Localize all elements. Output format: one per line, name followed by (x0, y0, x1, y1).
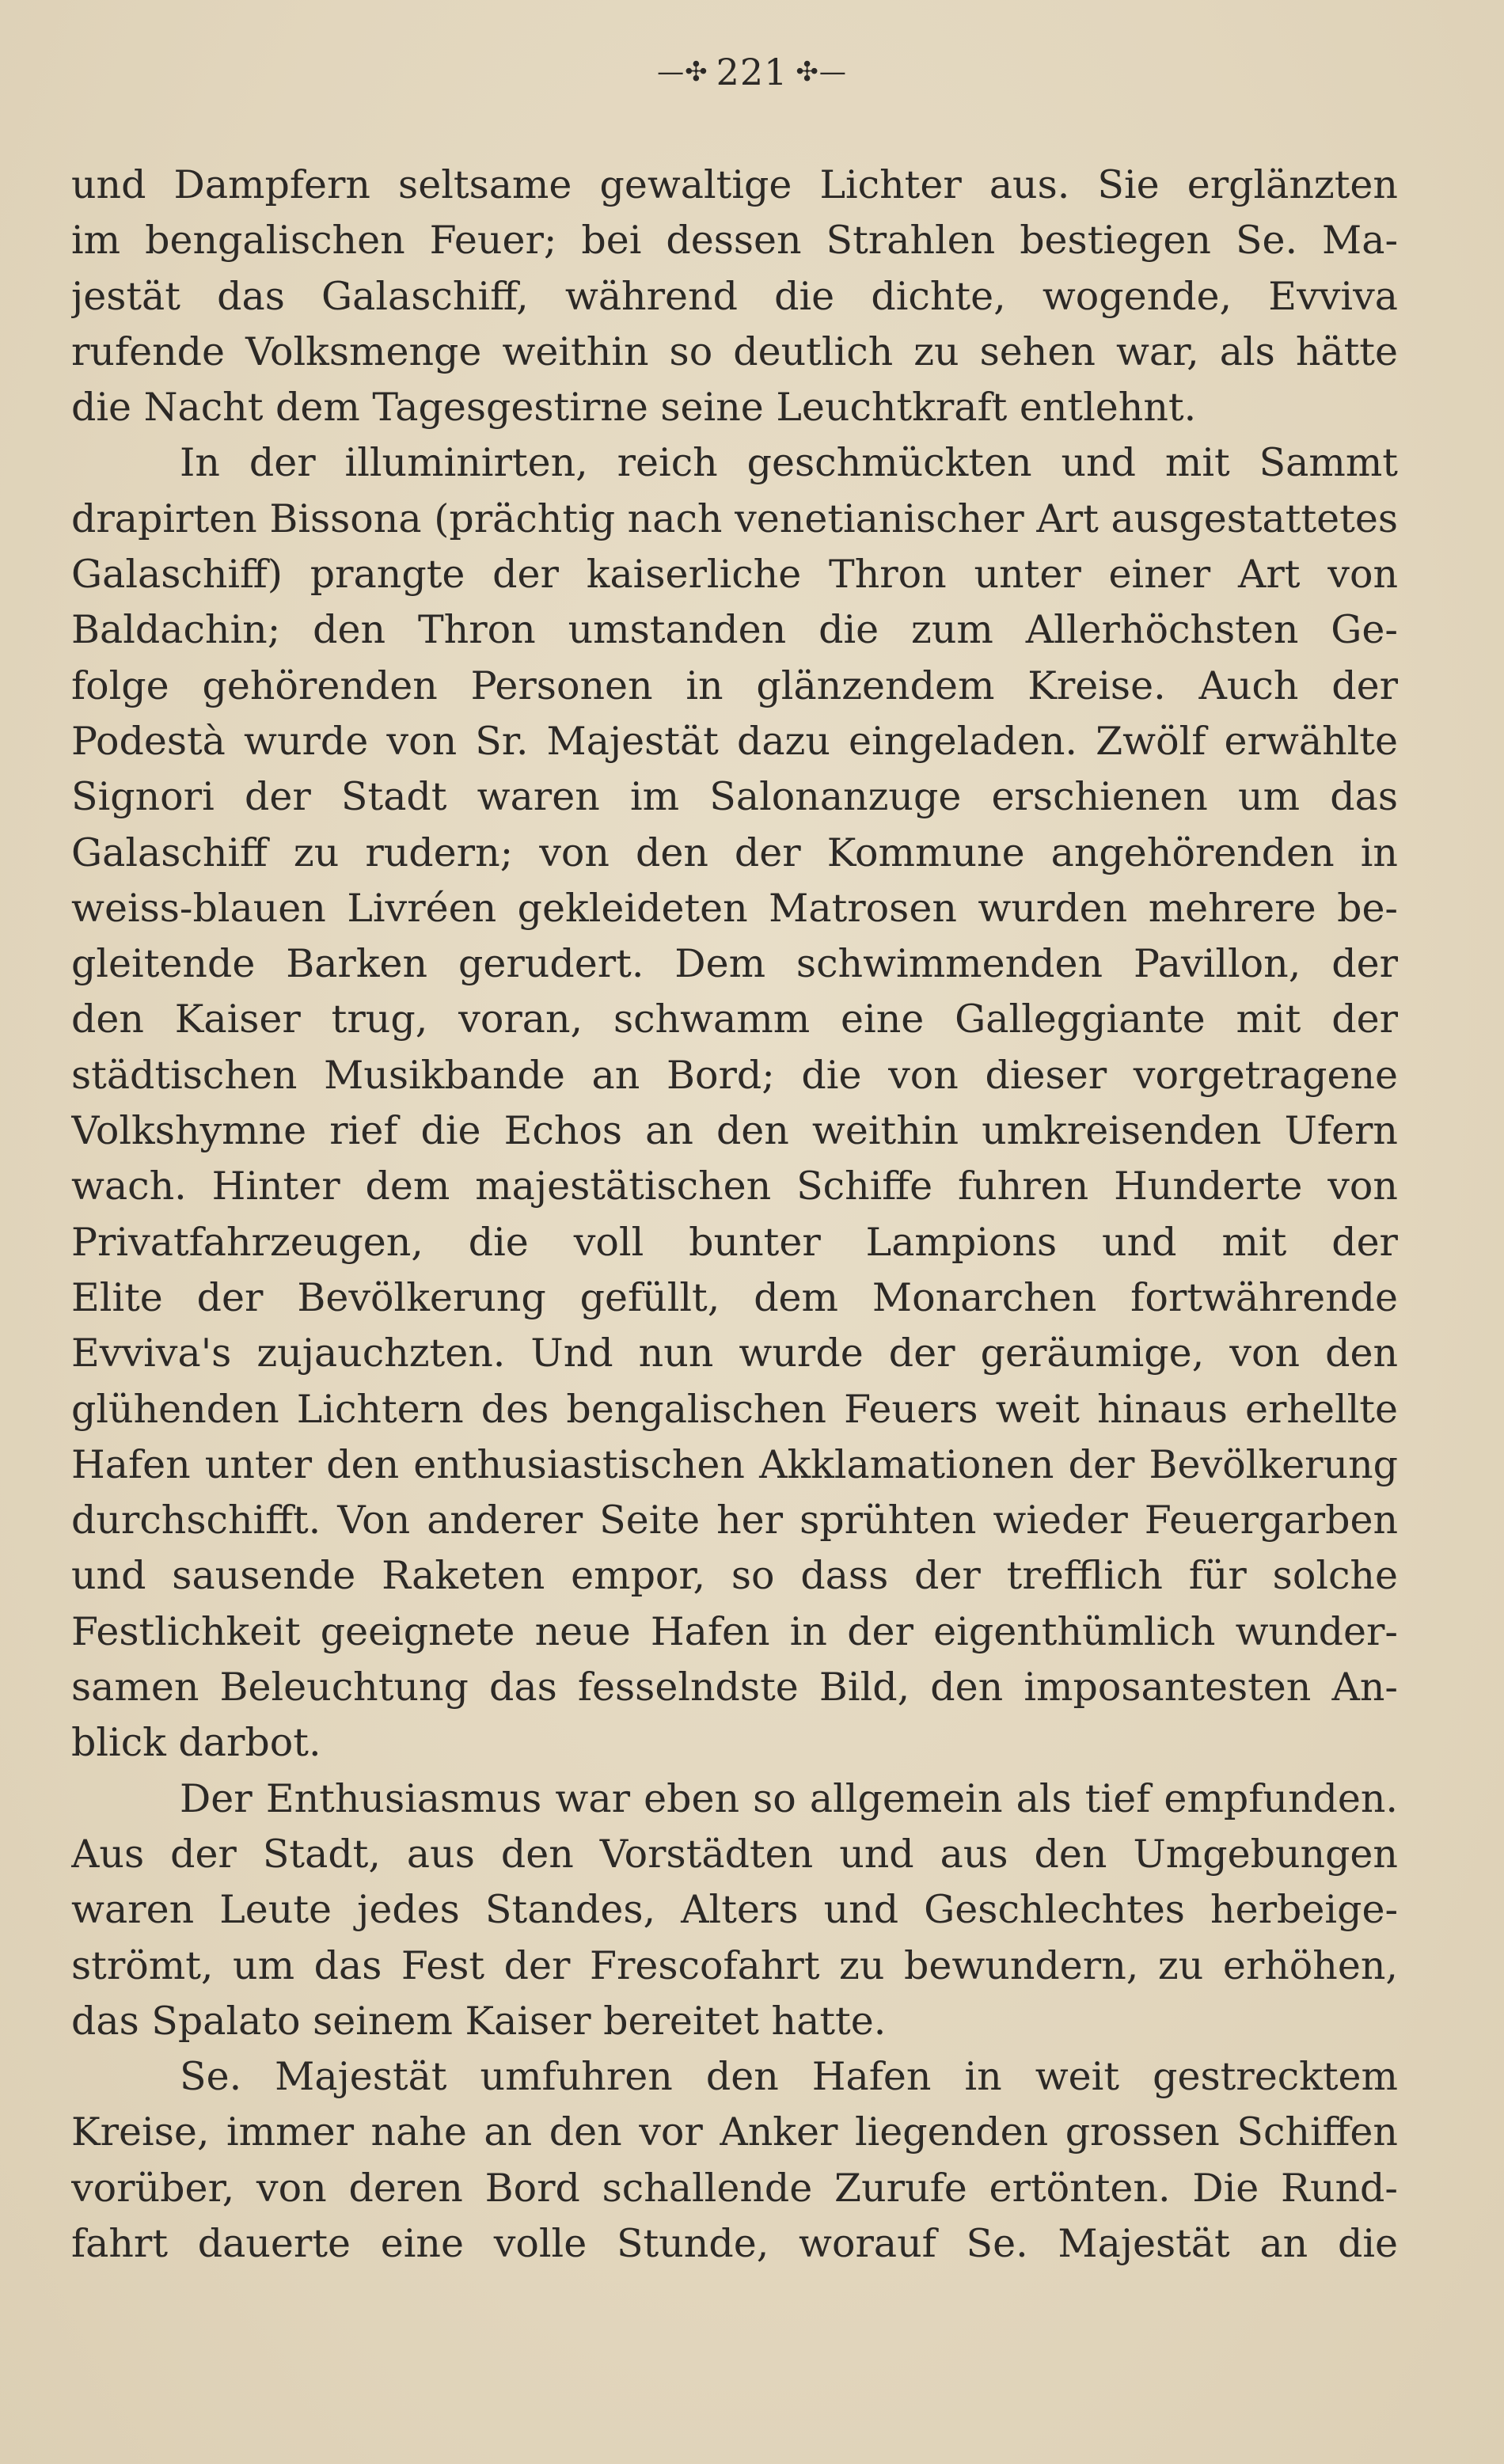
text-line: Festlichkeit geeignete neue Hafen in der eigenthümlich wunder- (71, 1608, 1398, 1654)
text-line: jestät das Galaschiff, während die dichte, wogende, Evviva (71, 273, 1398, 319)
text-line: glühenden Lichtern des bengalischen Feuers weit hinaus erhellte (71, 1386, 1398, 1432)
text-line: durchschifft. Von anderer Seite her sprühten wieder Feuergarben (71, 1498, 1398, 1543)
page-header (0, 51, 1504, 93)
paragraph (71, 1771, 1398, 2049)
right-ornament: ✣— (796, 56, 847, 88)
text-line: Galaschiff zu rudern; von den der Kommune angehörenden in (71, 830, 1398, 875)
text-line: die Nacht dem Tagesgestirne seine Leuchtkraft entlehnt. (71, 385, 1197, 431)
left-ornament: —✣ (657, 56, 708, 88)
text-line: Hafen unter den enthusiastischen Akklamationen der Bevölkerung (71, 1441, 1398, 1487)
text-line: folge gehörenden Personen in glänzendem Kreise. Auch der (71, 663, 1398, 708)
text-line: Volkshymne rief die Echos an den weithin umkreisenden Ufern (71, 1108, 1398, 1154)
text-line: Privatfahrzeugen, die voll bunter Lampions und mit der (71, 1219, 1398, 1265)
text-line: im bengalischen Feuer; bei dessen Strahlen bestiegen Se. Ma- (71, 218, 1398, 264)
text-line: In der illuminirten, reich geschmückten und mit Sammt (180, 440, 1398, 486)
text-line: das Spalato seinem Kaiser bereitet hatte. (71, 1998, 887, 2044)
text-line: drapirten Bissona (prächtig nach venetianischer Art ausgestattetes (71, 495, 1398, 541)
text-line: Se. Majestät umfuhren den Hafen in weit gestrecktem (180, 2054, 1398, 2100)
text-line: gleitende Barken gerudert. Dem schwimmenden Pavillon, der (71, 941, 1398, 987)
text-line: Der Enthusiasmus war eben so allgemein als tief empfunden. (180, 1775, 1398, 1821)
text-line: strömt, um das Fest der Frescofahrt zu bewundern, zu erhöhen, (71, 1942, 1398, 1988)
text-line: wach. Hinter dem majestätischen Schiffe fuhren Hunderte von (71, 1164, 1398, 1209)
text-line: Podestà wurde von Sr. Majestät dazu eingeladen. Zwölf erwählte (71, 718, 1398, 764)
text-line: vorüber, von deren Bord schallende Zurufe ertönten. Die Rund- (71, 2165, 1398, 2211)
text-line: samen Beleuchtung das fesselndste Bild, den imposantesten An- (71, 1665, 1398, 1710)
text-line: fahrt dauerte eine volle Stunde, worauf Se. Majestät an die (71, 2220, 1398, 2266)
text-line: Elite der Bevölkerung gefüllt, dem Monarchen fortwährende (71, 1274, 1398, 1320)
text-line: städtischen Musikbande an Bord; die von dieser vorgetragene (71, 1052, 1398, 1098)
text-line: Baldachin; den Thron umstanden die zum Allerhöchsten Ge- (71, 607, 1398, 653)
text-line: blick darbot. (71, 1720, 321, 1766)
text-line: Evviva's zujauchzten. Und nun wurde der geräumige, von den (71, 1331, 1398, 1376)
text-line: Kreise, immer nahe an den vor Anker liegenden grossen Schiffen (71, 2109, 1398, 2155)
paragraph (71, 158, 1398, 435)
body-text (71, 158, 1398, 2272)
text-line: den Kaiser trug, voran, schwamm eine Galleggiante mit der (71, 997, 1398, 1042)
paragraph (71, 435, 1398, 1771)
text-line: weiss-blauen Livréen gekleideten Matrosen wurden mehrere be- (71, 885, 1398, 931)
text-line: Galaschiff) prangte der kaiserliche Thron unter einer Art von (71, 552, 1398, 598)
text-line: waren Leute jedes Standes, Alters und Geschlechtes herbeige- (71, 1887, 1398, 1933)
text-line: und Dampfern seltsame gewaltige Lichter aus. Sie erglänzten (71, 162, 1398, 207)
page-number: 221 (716, 51, 788, 93)
text-line: und sausende Raketen empor, so dass der trefflich für solche (71, 1553, 1398, 1599)
text-line: Signori der Stadt waren im Salonanzuge erschienen um das (71, 774, 1398, 820)
paragraph (71, 2049, 1398, 2272)
text-line: rufende Volksmenge weithin so deutlich zu sehen war, als hätte (71, 328, 1398, 374)
text-line: Aus der Stadt, aus den Vorstädten und aus den Umgebungen (71, 1831, 1398, 1877)
